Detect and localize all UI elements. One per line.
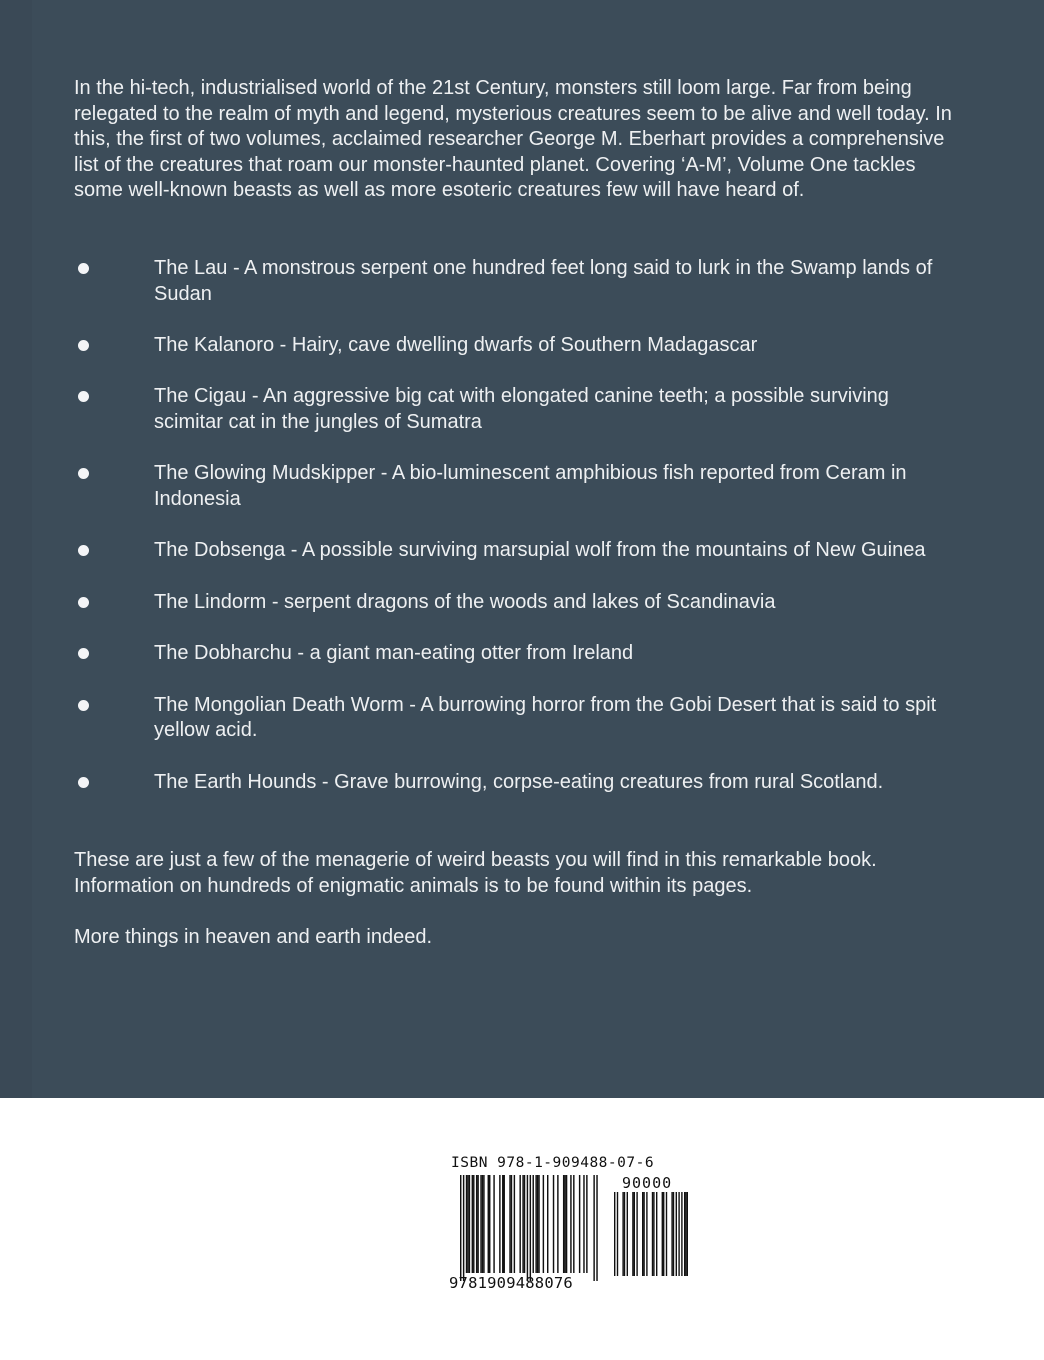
list-item <box>74 461 954 512</box>
list-item <box>74 770 954 796</box>
list-item <box>74 538 954 564</box>
barcode-bar <box>632 1192 633 1276</box>
barcode-bar <box>489 1175 490 1273</box>
bullet-dot-icon <box>78 545 89 556</box>
barcode-bar <box>535 1175 536 1273</box>
barcode-bar <box>460 1175 461 1281</box>
price-code: 90000 <box>622 1174 673 1192</box>
barcode-bar <box>685 1192 686 1276</box>
barcode-bar <box>671 1192 672 1276</box>
barcode-bar <box>596 1175 597 1281</box>
barcode-bar <box>502 1175 503 1273</box>
barcode-bar <box>514 1175 515 1273</box>
barcode-bar <box>557 1175 558 1273</box>
list-item-text: The Dobsenga - A possible surviving marsupial wolf from the mountains of New Guinea <box>154 539 926 562</box>
ean-barcode-bars <box>460 1175 602 1283</box>
bullet-dot-icon <box>78 700 89 711</box>
barcode-bar <box>537 1175 538 1273</box>
barcode-bar <box>652 1192 653 1276</box>
barcode-bar <box>566 1175 567 1273</box>
barcode-bar <box>583 1175 584 1273</box>
barcode-bar <box>663 1192 664 1276</box>
list-item-text: The Cigau - An aggressive big cat with elongated canine teeth; a possible surviving scimitar cat in the jungles of Sumatra <box>154 385 889 433</box>
barcode-bar <box>673 1192 674 1276</box>
barcode-bar <box>553 1175 554 1273</box>
list-item-text: The Kalanoro - Hairy, cave dwelling dwarfs of Southern Madagascar <box>154 333 758 356</box>
barcode-bar <box>570 1175 571 1273</box>
barcode-bar <box>493 1175 494 1273</box>
ean-digits: 9781909488076 <box>449 1274 573 1292</box>
barcode-bar <box>472 1175 473 1273</box>
barcode-bar <box>533 1175 534 1273</box>
barcode-bar <box>653 1192 654 1276</box>
barcode-bar <box>473 1175 474 1273</box>
barcode-bar <box>504 1175 505 1273</box>
barcode-bar <box>547 1175 548 1273</box>
barcode-bar <box>476 1175 477 1273</box>
isbn-label: ISBN 978-1-909488-07-6 <box>451 1155 655 1171</box>
barcode-bar <box>593 1175 594 1281</box>
barcode-bar <box>622 1192 623 1276</box>
barcode-bar <box>527 1175 528 1281</box>
barcode-bar <box>467 1175 468 1273</box>
barcode-bar <box>509 1175 510 1273</box>
barcode-bar <box>563 1175 564 1273</box>
barcode-bar <box>499 1175 500 1273</box>
barcode-bar <box>530 1175 531 1281</box>
barcode-bar <box>483 1175 484 1273</box>
list-item-text: The Earth Hounds - Grave burrowing, corpse-eating creatures from rural Scotland. <box>154 770 884 793</box>
barcode-bar <box>617 1192 618 1276</box>
list-item-text: The Mongolian Death Worm - A burrowing horror from the Gobi Desert that is said to spit yellow acid. <box>154 693 937 742</box>
list-item <box>74 641 954 667</box>
closing-paragraph: These are just a few of the menagerie of weird beasts you will find in this remarkable book. Information on hundreds of enigmatic animals is to be found within its pages. <box>74 849 877 897</box>
closing-line: More things in heaven and earth indeed. <box>74 926 433 948</box>
list-item <box>74 333 954 359</box>
barcode-bar <box>642 1192 643 1276</box>
list-item <box>74 590 954 616</box>
bullet-dot-icon <box>78 777 89 788</box>
bullet-dot-icon <box>78 648 89 659</box>
barcode-bar <box>579 1175 580 1273</box>
barcode-bar <box>586 1175 587 1273</box>
barcode-bar <box>666 1192 667 1276</box>
barcode-bar <box>466 1175 467 1273</box>
barcode-bar <box>687 1192 688 1276</box>
barcode-bar <box>624 1192 625 1276</box>
barcode-bar <box>627 1192 628 1276</box>
barcode-bar <box>477 1175 478 1273</box>
barcode-bar <box>519 1175 520 1273</box>
barcode-bar <box>524 1175 525 1273</box>
list-item <box>74 384 954 435</box>
list-item-text: The Glowing Mudskipper - A bio-luminescent amphibious fish reported from Ceram in Indonesia <box>154 462 907 510</box>
barcode-bar <box>538 1175 539 1273</box>
bullet-dot-icon <box>78 468 89 479</box>
list-item <box>74 256 954 307</box>
barcode-bar <box>522 1175 523 1273</box>
list-item-text: The Lindorm - serpent dragons of the woods and lakes of Scandinavia <box>154 590 776 613</box>
barcode-bar <box>543 1175 544 1273</box>
list-item-text: The Lau - A monstrous serpent one hundred feet long said to lurk in the Swamp lands of Sudan <box>154 257 933 305</box>
barcode-bar <box>614 1192 615 1276</box>
bullet-dot-icon <box>78 340 89 351</box>
barcode-bar <box>463 1175 464 1281</box>
isbn-barcode <box>446 1155 696 1295</box>
barcode-bar <box>678 1192 679 1276</box>
barcode-bar <box>480 1175 481 1273</box>
barcode-bar <box>646 1192 647 1276</box>
barcode-bar <box>681 1192 682 1276</box>
bullet-dot-icon <box>78 263 89 274</box>
barcode-bar <box>643 1192 644 1276</box>
barcode-bar <box>469 1175 470 1273</box>
bullet-dot-icon <box>78 597 89 608</box>
barcode-bar <box>482 1175 483 1273</box>
barcode-bar <box>676 1192 677 1276</box>
list-item-text: The Dobharchu - a giant man-eating otter from Ireland <box>154 642 634 665</box>
barcode-bar <box>488 1175 489 1273</box>
barcode-bar <box>636 1192 637 1276</box>
barcode-bar <box>656 1192 657 1276</box>
intro-paragraph: In the hi-tech, industrialised world of the 21st Century, monsters still loom large. Far from being relegated to the realm of myth and legend, mysterious creatures seem to be alive and well today. In this, the first of two volumes, acclaimed researcher George M. Eberhart provides a comprehensive list of the creatures that roam our monster-haunted planet. Covering ‘A-M’, Volume One tackles some well-known beasts as well as more esoteric creatures few will have heard of. <box>74 77 952 202</box>
barcode-bar <box>684 1192 685 1276</box>
list-item <box>74 693 954 744</box>
bullet-dot-icon <box>78 391 89 402</box>
addon-barcode-bars <box>614 1192 688 1277</box>
barcode-bar <box>511 1175 512 1273</box>
creature-list <box>74 256 954 821</box>
barcode-bar <box>662 1192 663 1276</box>
barcode-bar <box>573 1175 574 1273</box>
barcode-bar <box>634 1192 635 1276</box>
barcode-bar <box>564 1175 565 1273</box>
